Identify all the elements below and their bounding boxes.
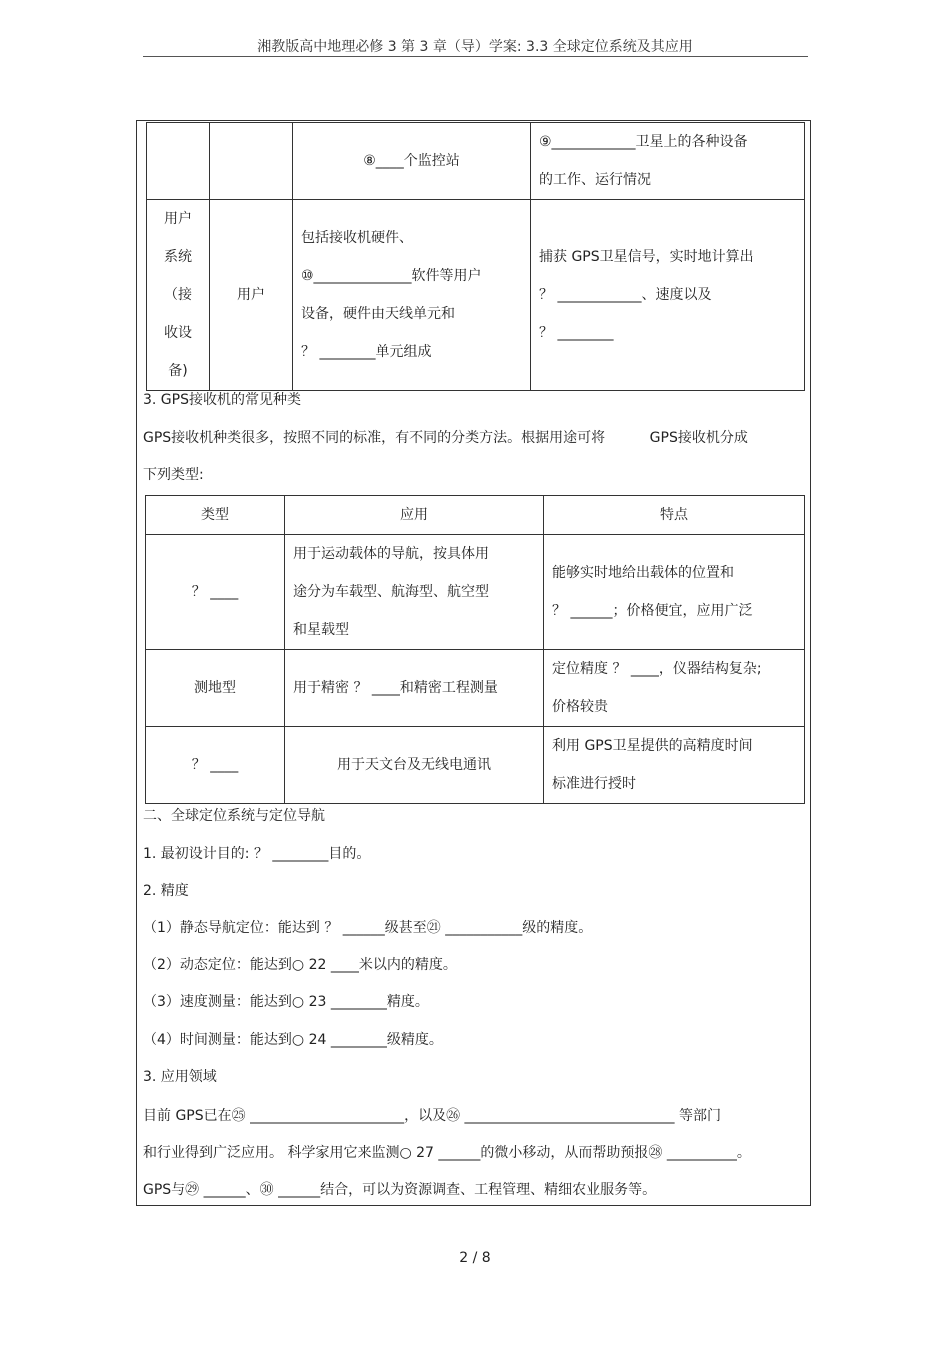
item3-line2: 和行业得到广泛应用。 科学家用它来监测○ 27 ______的微小移动，从而帮助预报㉘ __________。 — [143, 1145, 751, 1161]
cell-line: 定位精度 ？ ____，仪器结构复杂; — [552, 661, 762, 677]
cell-line: 能够实时地给出载体的位置和 — [552, 565, 734, 581]
table-header-row — [146, 496, 805, 535]
table-row — [146, 535, 805, 650]
item2-2: （2）动态定位：能达到○ 22 ____米以内的精度。 — [143, 957, 457, 973]
header-feature: 特点 — [544, 496, 805, 535]
cell-line: 用户 — [164, 211, 192, 227]
cell-line: 利用 GPS卫星提供的高精度时间 — [552, 738, 753, 754]
section3-title: 3. GPS接收机的常见种类 — [143, 392, 301, 408]
monitor-function-cell — [531, 123, 805, 200]
item3-line1: 目前 GPS已在㉕ ______________________，以及㉖ ______________________________ 等部门 — [143, 1108, 721, 1124]
feature-cell — [544, 727, 805, 804]
cell-line: ？ ________单元组成 — [301, 344, 432, 360]
user-equipment-cell — [293, 200, 531, 391]
application-cell — [285, 727, 544, 804]
page-number: 2 / 8 — [459, 1250, 491, 1266]
user-system-label — [147, 200, 210, 391]
item1: 1. 最初设计目的: ？ ________目的。 — [143, 846, 371, 862]
type-cell: ？ ____ — [146, 727, 285, 804]
table-row — [146, 650, 805, 727]
table-row — [147, 123, 805, 200]
cell-line: 系统 — [164, 249, 192, 265]
cell-line: ？ ____________、速度以及 — [539, 287, 712, 303]
page-header: 湘教版高中地理必修 3 第 3 章（导）学案: 3.3 全球定位系统及其应用 — [257, 39, 693, 55]
item2: 2. 精度 — [143, 883, 189, 899]
cell-line: ？ ______；价格便宜，应用广泛 — [552, 603, 753, 619]
application-cell — [285, 535, 544, 650]
part2-title: 二、全球定位系统与定位导航 — [143, 808, 325, 824]
table-cell — [147, 123, 210, 200]
cell-line: ⑨____________卫星上的各种设备 — [539, 134, 748, 150]
cell-line: 捕获 GPS卫星信号，实时地计算出 — [539, 249, 754, 265]
cell-line: ⑩______________软件等用户 — [301, 268, 482, 284]
header-rule — [143, 56, 808, 57]
cell-line: 用于运动载体的导航，按具体用 — [293, 546, 489, 562]
section3-intro-cont: 下列类型: — [143, 467, 204, 483]
cell-line: （接 — [164, 287, 192, 303]
item2-1: （1）静态导航定位：能达到 ？ ______级甚至㉑ ___________级的精度。 — [143, 920, 593, 936]
cell-line: 设备，硬件由天线单元和 — [301, 306, 455, 322]
cell-line: ？ ________ — [539, 325, 614, 341]
cell-line: 和星载型 — [293, 622, 349, 638]
cell-line: 标准进行授时 — [552, 776, 636, 792]
cell-line: 途分为车载型、航海型、航空型 — [293, 584, 489, 600]
section3-intro: GPS接收机种类很多，按照不同的标准，有不同的分类方法。根据用途可将 GPS接收机分成 — [143, 430, 748, 446]
item3-line3: GPS与㉙ ______、㉚ ______结合，可以为资源调查、工程管理、精细农业服务等。 — [143, 1182, 657, 1198]
item2-3: （3）速度测量：能达到○ 23 ________精度。 — [143, 994, 429, 1010]
item2-4: （4）时间测量：能达到○ 24 ________级精度。 — [143, 1032, 443, 1048]
cell-line: 用于天文台及无线电通讯 — [337, 757, 491, 773]
monitor-station-cell: ⑧____个监控站 — [293, 123, 531, 200]
user-function-cell — [531, 200, 805, 391]
receiver-types-table — [145, 495, 805, 804]
type-cell: 测地型 — [146, 650, 285, 727]
user-cell: 用户 — [210, 200, 293, 391]
table-cell — [210, 123, 293, 200]
gps-system-table — [146, 122, 805, 391]
header-application: 应用 — [285, 496, 544, 535]
cell-line: 用于精密 ？ ____和精密工程测量 — [293, 680, 498, 696]
cell-line: 备) — [168, 363, 188, 379]
type-cell: ？ ____ — [146, 535, 285, 650]
cell-line: 包括接收机硬件、 — [301, 230, 413, 246]
cell-line: 的工作、运行情况 — [539, 172, 651, 188]
header-type: 类型 — [146, 496, 285, 535]
cell-line: 收设 — [164, 325, 192, 341]
feature-cell — [544, 650, 805, 727]
feature-cell — [544, 535, 805, 650]
table-row — [146, 727, 805, 804]
item3: 3. 应用领域 — [143, 1069, 217, 1085]
cell-line: 价格较贵 — [552, 699, 608, 715]
table-row — [147, 200, 805, 391]
application-cell — [285, 650, 544, 727]
